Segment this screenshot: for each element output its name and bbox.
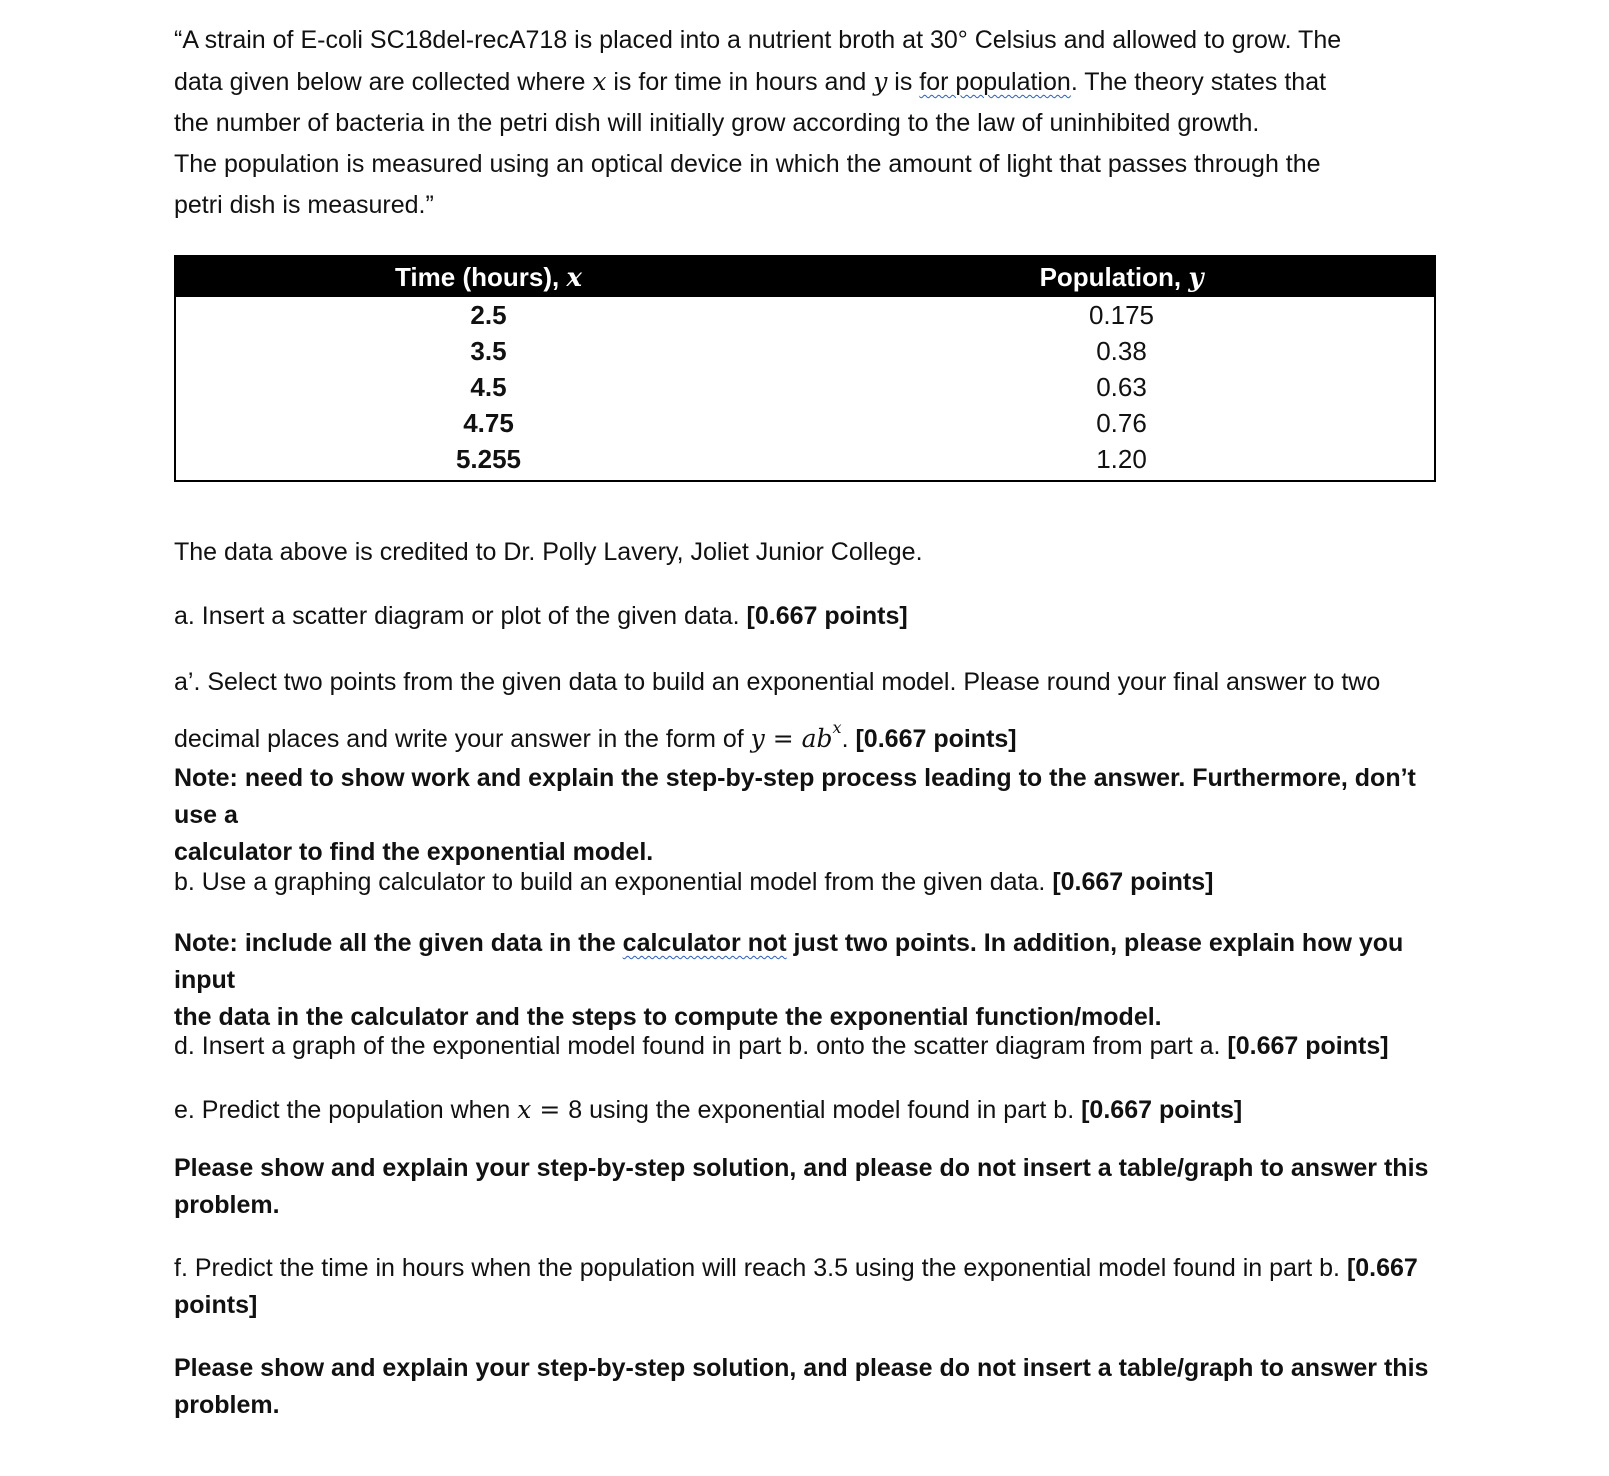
formula-ab: ab — [801, 724, 833, 753]
variable-x: x — [517, 1095, 532, 1124]
part-d-points: [0.667 points] — [1227, 1032, 1389, 1060]
intro-line-2-is: is — [887, 68, 920, 96]
table-row — [176, 406, 1434, 442]
population-cell: 0.38 — [1096, 335, 1147, 366]
intro-line-2-mid: is for time in hours and — [606, 68, 874, 96]
table-row — [176, 333, 1434, 369]
variable-x: x — [592, 67, 607, 96]
grammar-flag-for-population[interactable]: for population — [919, 68, 1071, 96]
population-cell: 1.20 — [1096, 444, 1147, 475]
population-cell: 0.63 — [1096, 371, 1147, 402]
variable-y: y — [873, 67, 888, 96]
part-a-prime-line-1: a’. Select two points from the given data to build an exponential model. Please round your final answer to two — [174, 668, 1381, 696]
part-b: b. Use a graphing calculator to build an exponential model from the given data. [0.667 points] — [174, 868, 1214, 896]
time-cell: 3.5 — [470, 335, 507, 366]
part-e-points: [0.667 points] — [1081, 1096, 1243, 1124]
grammar-flag-calculator-not[interactable]: calculator not — [622, 929, 787, 957]
part-a-prime: a’. Select two points from the given data to build an exponential model. Please round your final answer to two decimal places and write your answer in the form of $y = ab^x$. [0.667 points] — [174, 668, 1381, 753]
table-body — [176, 297, 1434, 480]
part-a-points: [0.667 points] — [746, 602, 908, 630]
note-2: Note: include all the given data in the calculator not just two points. In addition, please explain how you input the data in the calculator and the steps to compute the exponential function/model. — [174, 929, 1404, 1031]
header-time: Time (hours), x — [395, 261, 582, 293]
table-row — [176, 442, 1434, 478]
data-table — [174, 255, 1436, 482]
part-a-prime-points: [0.667 points] — [855, 725, 1017, 753]
part-b-points: [0.667 points] — [1052, 868, 1214, 896]
part-a: a. Insert a scatter diagram or plot of the given data. [0.667 points] — [174, 602, 908, 630]
intro-paragraph — [174, 20, 1436, 226]
intro-line-2-pre: data given below are collected where — [174, 68, 593, 96]
credit-line: The data above is credited to Dr. Polly Lavery, Joliet Junior College. — [174, 538, 923, 566]
note-4: Please show and explain your step-by-step solution, and please do not insert a table/graph to answer this problem. — [174, 1354, 1429, 1419]
time-cell: 2.5 — [470, 299, 507, 330]
intro-line-2-post: . The theory states that — [1070, 68, 1327, 96]
table-row — [176, 369, 1434, 405]
formula-exponent: x — [832, 718, 842, 737]
intro-line-3: the number of bacteria in the petri dish will initially grow according to the law of uninhibited growth. — [174, 109, 1260, 137]
part-d: d. Insert a graph of the exponential model found in part b. onto the scatter diagram from part a. [0.667 points] — [174, 1032, 1389, 1060]
note-3: Please show and explain your step-by-step solution, and please do not insert a table/graph to answer this problem. — [174, 1154, 1429, 1219]
table-header-row — [176, 257, 1434, 297]
header-population: Population, y — [1039, 261, 1204, 293]
formula-y: y — [750, 724, 765, 753]
part-f-points: [0.667 — [1346, 1254, 1418, 1282]
time-cell: 5.255 — [455, 444, 522, 475]
population-cell: 0.175 — [1088, 299, 1155, 330]
note-1: Note: need to show work and explain the step-by-step process leading to the answer. Furthermore, don’t use a calculator to find the exponential model. — [174, 764, 1416, 866]
table-row — [176, 297, 1434, 333]
time-cell: 4.5 — [470, 371, 507, 402]
intro-line-1: “A strain of E-coli SC18del-recA718 is placed into a nutrient broth at 30° Celsius and allowed to grow. The — [174, 26, 1342, 54]
part-f: f. Predict the time in hours when the population will reach 3.5 using the exponential model found in part b. [0.667 points] — [174, 1254, 1418, 1319]
intro-line-4: The population is measured using an optical device in which the amount of light that passes through the — [174, 150, 1321, 178]
population-cell: 0.76 — [1096, 408, 1147, 439]
part-e: e. Predict the population when x = 8 using the exponential model found in part b. [0.667 points] — [174, 1095, 1243, 1124]
intro-line-5: petri dish is measured.” — [174, 191, 434, 219]
time-cell: 4.75 — [463, 408, 514, 439]
